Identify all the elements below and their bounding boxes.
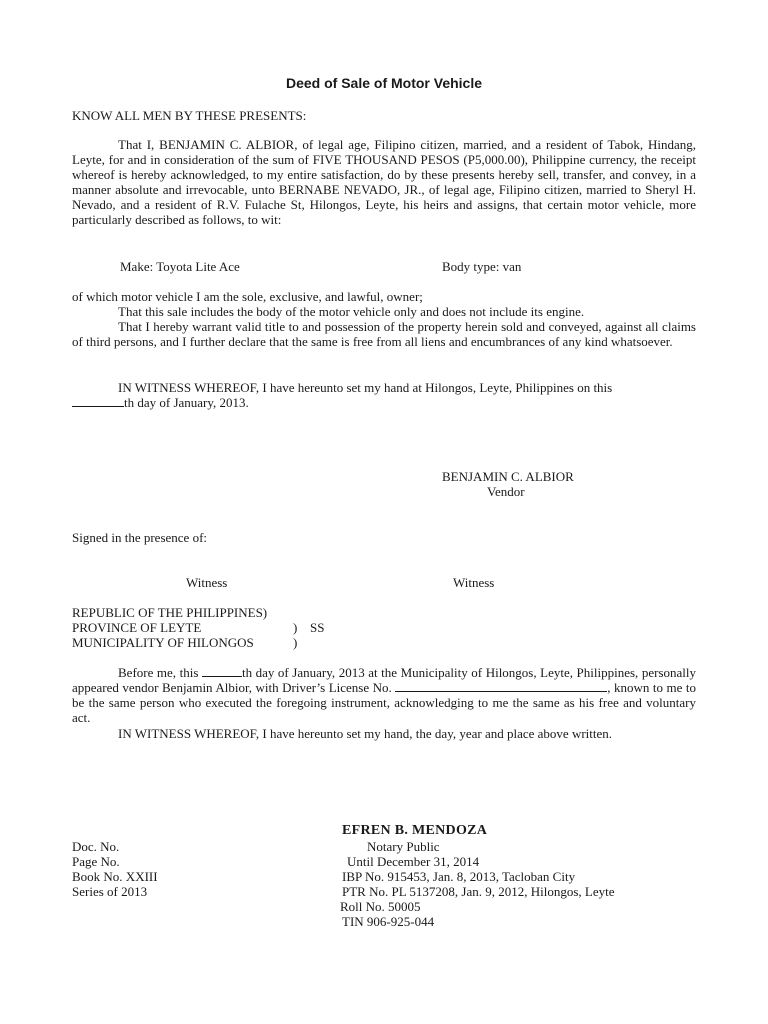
salutation: KNOW ALL MEN BY THESE PRESENTS: <box>72 108 307 123</box>
vendor-name: BENJAMIN C. ALBIOR <box>442 469 574 484</box>
acknowledgment-paragraph <box>72 665 696 725</box>
notary-until: Until December 31, 2014 <box>347 854 480 869</box>
venue-ss: SS <box>310 620 325 635</box>
notary-name: EFREN B. MENDOZA <box>342 823 488 838</box>
notary-ptr: PTR No. PL 5137208, Jan. 9, 2012, Hilongos, Leyte <box>342 884 615 899</box>
vehicle-make: Make: Toyota Lite Ace <box>120 259 240 274</box>
notary-roll: Roll No. 50005 <box>340 899 421 914</box>
body-only-paragraph: That this sale includes the body of the motor vehicle only and does not include its engine. <box>118 304 585 319</box>
ownership-statement: of which motor vehicle I am the sole, exclusive, and lawful, owner; <box>72 289 423 304</box>
venue-province: PROVINCE OF LEYTE <box>72 620 202 635</box>
venue-municipality: MUNICIPALITY OF HILONGOS <box>72 635 254 650</box>
ack-text-2: th day of January, 2013 at the Municipality of Hilongos, Leyte, Philippines, personally appeared vendor Benjamin Albior, with Driver’s License No. <box>72 665 697 695</box>
witness-label-1: Witness <box>186 575 228 590</box>
ack-witness-clause: IN WITNESS WHEREOF, I have hereunto set my hand, the day, year and place above written. <box>118 726 613 741</box>
venue-province-paren: ) <box>293 620 298 635</box>
vehicle-body-type: Body type: van <box>442 259 522 274</box>
page-no: Page No. <box>72 854 120 869</box>
witness-clause-date <box>72 395 249 410</box>
ack-day-blank <box>202 665 242 677</box>
venue-republic: REPUBLIC OF THE PHILIPPINES) <box>72 605 268 620</box>
witness-clause-text: IN WITNESS WHEREOF, I have hereunto set my hand at Hilongos, Leyte, Philippines on this <box>118 380 613 395</box>
venue-municipality-paren: ) <box>293 635 298 650</box>
license-blank <box>395 680 607 692</box>
notary-tin: TIN 906-925-044 <box>342 914 435 929</box>
document-title: Deed of Sale of Motor Vehicle <box>285 75 483 91</box>
ack-text-1: Before me, this <box>118 665 199 680</box>
ack-text-3: , known to me to be the same person who executed the foregoing instrument, acknowledging to me the same as his free and voluntary act. <box>72 680 697 725</box>
warranty-paragraph: That I hereby warrant valid title to and possession of the property herein sold and conveyed, against all claims of third persons, and I further declare that the same is free from all liens and encumbrances of any kind whatsoever. <box>72 319 696 349</box>
witness-clause <box>72 380 696 395</box>
notary-title: Notary Public <box>367 839 440 854</box>
doc-no: Doc. No. <box>72 839 120 854</box>
signed-presence: Signed in the presence of: <box>72 530 208 545</box>
sale-paragraph: That I, BENJAMIN C. ALBIOR, of legal age, Filipino citizen, married, and a resident of Tabok, Hindang, Leyte, for and in consideration of the sum of FIVE THOUSAND PESOS (P5,000.00), Philippine currency, the receipt whereof is hereby acknowledged, to my entire satisfaction, do by these presents hereby sell, transfer, and convey, in a manner absolute and irrevocable, unto BERNABE NEVADO, JR., of legal age, Filipino citizen, married to Sheryl H. Nevado, and a resident of R.V. Fulache St, Hilongos, Leyte, his heirs and assigns, that certain motor vehicle, more particularly described as follows, to wit: <box>72 137 696 227</box>
day-blank <box>72 395 124 407</box>
witness-label-2: Witness <box>453 575 495 590</box>
vendor-role: Vendor <box>487 484 525 499</box>
witness-clause-date-text: th day of January, 2013. <box>124 395 249 410</box>
book-no: Book No. XXIII <box>72 869 158 884</box>
notary-ibp: IBP No. 915453, Jan. 8, 2013, Tacloban City <box>342 869 576 884</box>
series: Series of 2013 <box>72 884 148 899</box>
